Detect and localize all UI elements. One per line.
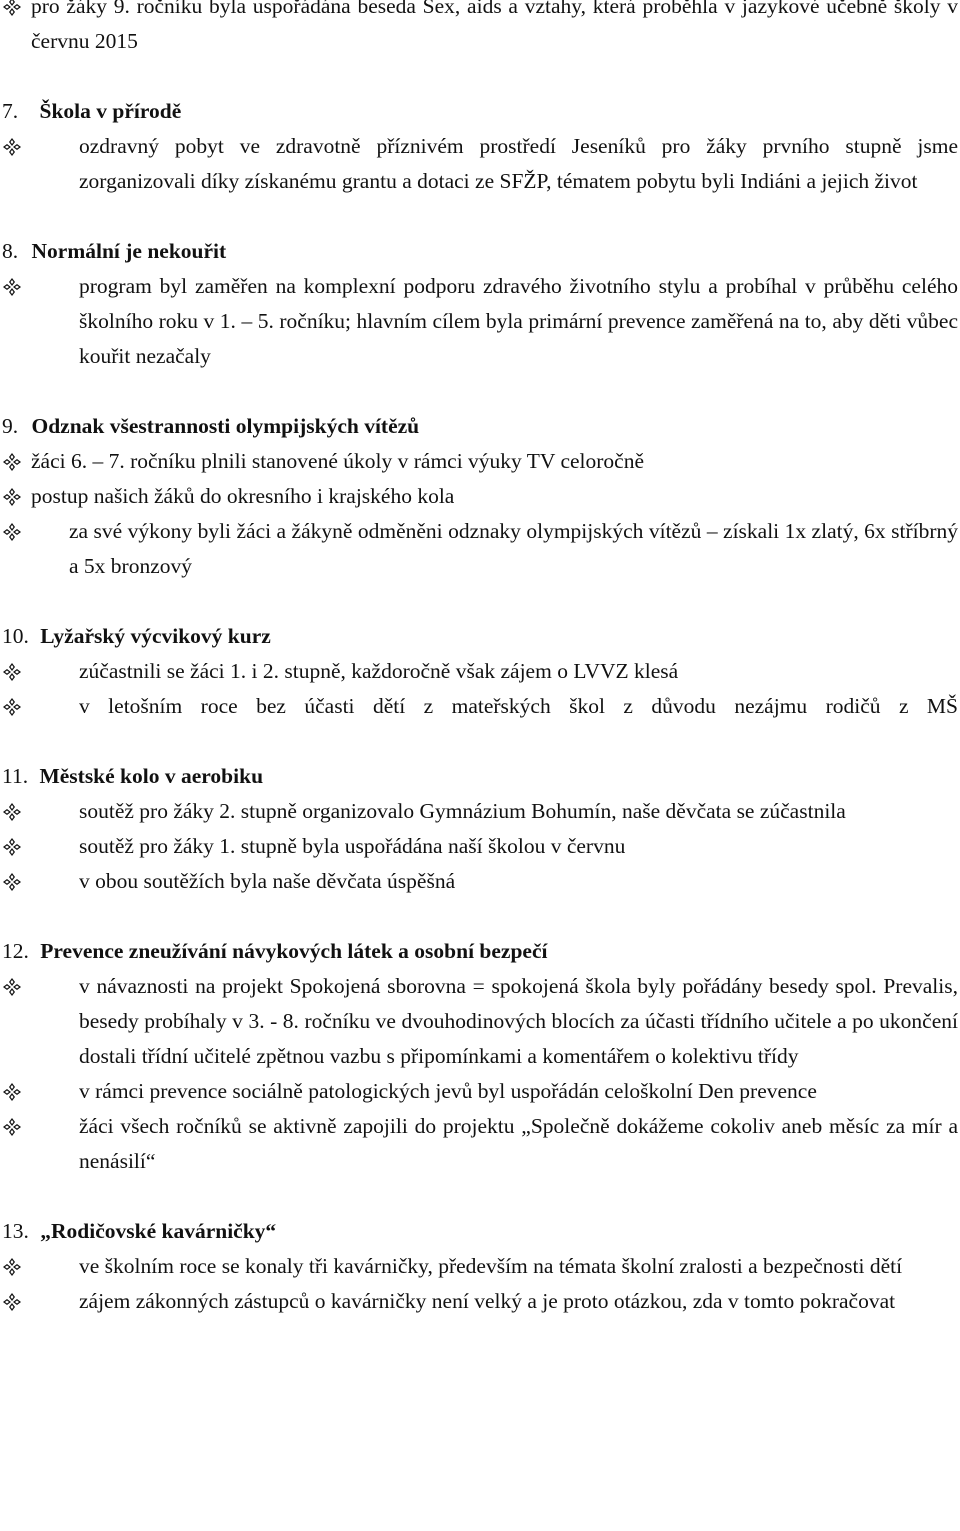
bullet-text: ozdravný pobyt ve zdravotně příznivém prostředí Jeseníků pro žáky prvního stupně jsme zorganizovali díky získanému grantu a dotaci ze SFŽP, tématem pobytu byli Indiáni a jejich život — [79, 134, 958, 193]
section-title: Odznak všestrannosti olympijských vítězů — [31, 414, 420, 438]
list-item — [0, 794, 960, 829]
four-diamond-bullet-icon — [2, 1292, 22, 1312]
list-item — [0, 444, 960, 479]
list-item — [0, 864, 960, 899]
list-item — [0, 514, 960, 584]
section-heading — [0, 234, 960, 269]
section-title: Prevence zneužívání návykových látek a osobní bezpečí — [40, 939, 548, 963]
section-title: Škola v přírodě — [39, 99, 182, 123]
four-diamond-bullet-icon — [2, 872, 22, 892]
section-title: „Rodičovské kavárničky“ — [40, 1219, 277, 1243]
bullet-text: ve školním roce se konaly tři kavárničky, především na témata školní zralosti a bezpečnosti dětí — [79, 1254, 903, 1278]
section-title: Lyžařský výcvikový kurz — [40, 624, 271, 648]
list-item — [0, 654, 960, 689]
four-diamond-bullet-icon — [2, 452, 22, 472]
bullet-text: soutěž pro žáky 1. stupně byla uspořádána naší školou v červnu — [79, 834, 626, 858]
list-item — [0, 969, 960, 1074]
section-title: Městské kolo v aerobiku — [39, 764, 264, 788]
section-heading — [0, 934, 960, 969]
section-heading — [0, 619, 960, 654]
list-item — [0, 129, 960, 199]
list-item — [0, 479, 960, 514]
bullet-text: postup našich žáků do okresního i krajského kola — [31, 484, 455, 508]
section-number: 10. — [2, 624, 29, 648]
four-diamond-bullet-icon — [2, 977, 22, 997]
four-diamond-bullet-icon — [2, 522, 22, 542]
section-title: Normální je nekouřit — [31, 239, 227, 263]
list-item — [0, 1284, 960, 1319]
bullet-text: pro žáky 9. ročníku byla uspořádána beseda Sex, aids a vztahy, která proběhla v jazykové učebně školy v červnu 2015 — [31, 0, 958, 53]
list-item — [0, 829, 960, 864]
four-diamond-bullet-icon — [2, 0, 22, 17]
bullet-text: v obou soutěžích byla naše děvčata úspěšná — [79, 869, 456, 893]
four-diamond-bullet-icon — [2, 277, 22, 297]
bullet-text: v rámci prevence sociálně patologických jevů byl uspořádán celoškolní Den prevence — [79, 1079, 817, 1103]
section-number: 7. — [2, 99, 19, 123]
bullet-text: žáci 6. – 7. ročníku plnili stanovené úkoly v rámci výuky TV celoročně — [31, 449, 644, 473]
bullet-text: program byl zaměřen na komplexní podporu zdravého životního stylu a probíhal v průběhu celého školního roku v 1. – 5. ročníku; hlavním cílem byla primární prevence zaměřená na to, aby děti vůbec kouřit nezačaly — [79, 274, 958, 368]
list-item — [0, 1249, 960, 1284]
list-item — [0, 0, 960, 59]
four-diamond-bullet-icon — [2, 802, 22, 822]
bullet-text: v návaznosti na projekt Spokojená sborovna = spokojená škola byly pořádány besedy spol. Prevalis, besedy probíhaly v 3. - 8. ročníku ve dvouhodinových blocích za účasti třídního učitele a po ukončení dostali třídní učitelé zpětnou vazbu s připomínkami a komentářem o kolektivu třídy — [79, 974, 958, 1068]
section-heading — [0, 409, 960, 444]
section-number: 13. — [2, 1219, 29, 1243]
bullet-text: zúčastnili se žáci 1. i 2. stupně, každoročně však zájem o LVVZ klesá — [79, 659, 679, 683]
section-number: 12. — [2, 939, 29, 963]
section-number: 9. — [2, 414, 19, 438]
four-diamond-bullet-icon — [2, 1257, 22, 1277]
list-item — [0, 689, 960, 724]
four-diamond-bullet-icon — [2, 697, 22, 717]
bullet-text: soutěž pro žáky 2. stupně organizovalo Gymnázium Bohumín, naše děvčata se zúčastnila — [79, 799, 846, 823]
four-diamond-bullet-icon — [2, 1117, 22, 1137]
bullet-text: zájem zákonných zástupců o kavárničky není velký a je proto otázkou, zda v tomto pokračovat — [79, 1289, 896, 1313]
four-diamond-bullet-icon — [2, 837, 22, 857]
four-diamond-bullet-icon — [2, 662, 22, 682]
bullet-text: v letošním roce bez účasti dětí z mateřských škol z důvodu nezájmu rodičů z MŠ — [79, 694, 958, 718]
bullet-text: za své výkony byli žáci a žákyně odměněni odznaky olympijských vítězů – získali 1x zlatý, 6x stříbrný a 5x bronzový — [69, 519, 958, 578]
four-diamond-bullet-icon — [2, 137, 22, 157]
section-heading — [0, 1214, 960, 1249]
section-heading — [0, 759, 960, 794]
bullet-text: žáci všech ročníků se aktivně zapojili do projektu „Společně dokážeme cokoliv aneb měsíc za mír a nenásilí“ — [79, 1114, 958, 1173]
section-heading — [0, 94, 960, 129]
list-item — [0, 1109, 960, 1179]
section-number: 8. — [2, 239, 19, 263]
list-item — [0, 1074, 960, 1109]
section-number: 11. — [2, 764, 29, 788]
four-diamond-bullet-icon — [2, 487, 22, 507]
four-diamond-bullet-icon — [2, 1082, 22, 1102]
list-item — [0, 269, 960, 374]
